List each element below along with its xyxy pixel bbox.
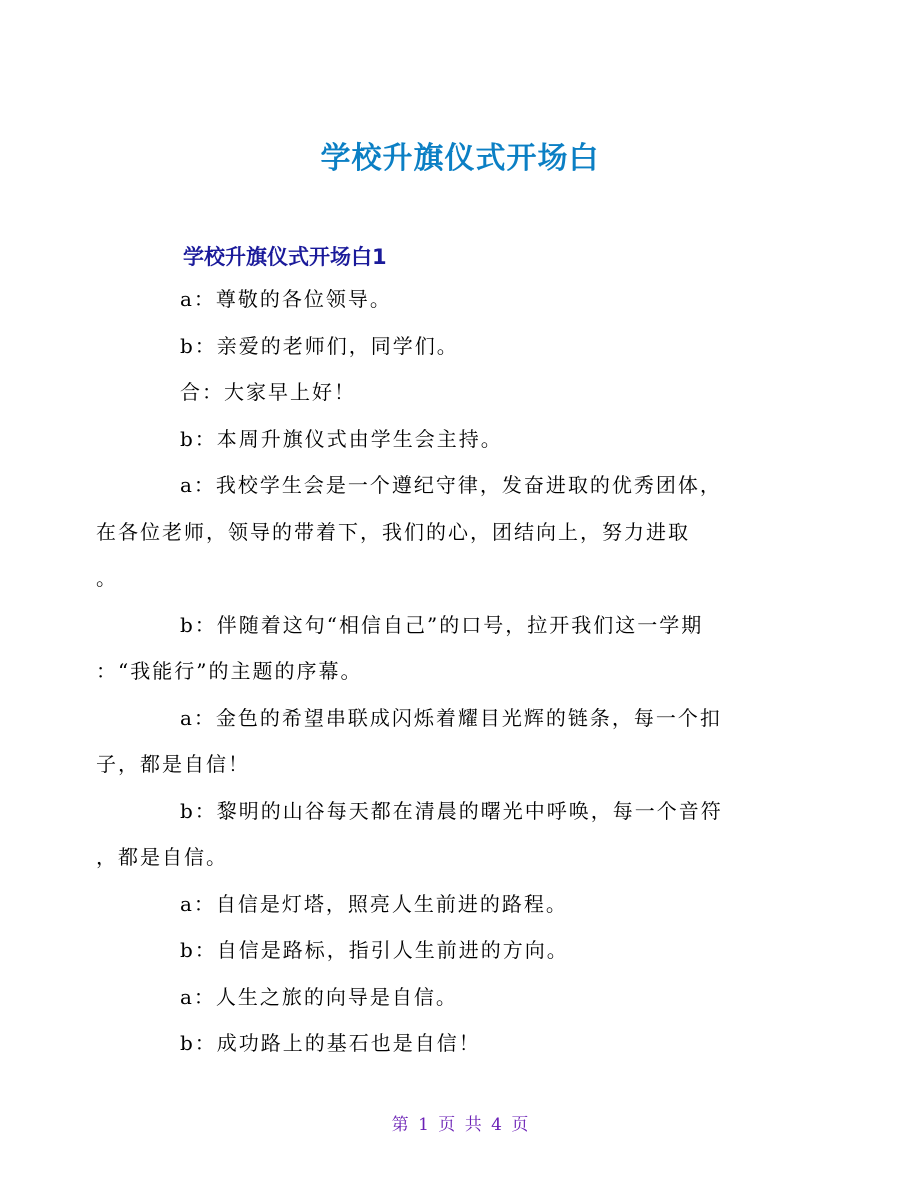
paragraph-line: ：“我能行”的主题的序幕。 xyxy=(96,659,363,683)
paragraph xyxy=(138,974,788,1021)
paragraph-line: 子，都是自信！ xyxy=(96,752,250,776)
paragraph xyxy=(138,323,788,370)
paragraph-line: a：人生之旅的向导是自信。 xyxy=(180,984,458,1009)
paragraph xyxy=(96,695,788,788)
paragraph-line: 。 xyxy=(96,566,118,590)
paragraph-line: 合：大家早上好！ xyxy=(180,380,356,404)
paragraph xyxy=(96,462,788,602)
page-footer: 第 1 页 共 4 页 xyxy=(391,1115,529,1135)
paragraph xyxy=(138,369,788,416)
paragraph-line: b：本周升旗仪式由学生会主持。 xyxy=(180,426,503,451)
paragraph-line: b：自信是路标，指引人生前进的方向。 xyxy=(180,938,569,962)
paragraph-line: a：自信是灯塔，照亮人生前进的路程。 xyxy=(180,891,568,916)
paragraph-line: a：金色的希望串联成闪烁着耀目光辉的链条，每一个扣 xyxy=(180,705,722,730)
paragraph-line: a：我校学生会是一个遵纪守律，发奋进取的优秀团体， xyxy=(180,473,722,497)
paragraph-line: a：尊敬的各位领导。 xyxy=(180,287,392,311)
document-body xyxy=(96,276,788,1067)
paragraph xyxy=(138,881,788,928)
paragraph xyxy=(96,788,788,881)
paragraph-line: b：成功路上的基石也是自信！ xyxy=(180,1031,481,1055)
paragraph xyxy=(138,927,788,974)
paragraph-line: b：亲爱的老师们，同学们。 xyxy=(180,333,459,358)
paragraph-line: ，都是自信。 xyxy=(96,845,228,869)
paragraph xyxy=(138,276,788,323)
paragraph xyxy=(96,602,788,695)
paragraph-line: 在各位老师，领导的带着下，我们的心，团结向上，努力进取 xyxy=(96,519,690,544)
page-title: 学校升旗仪式开场白 xyxy=(320,141,600,177)
section-heading: 学校升旗仪式开场白1 xyxy=(183,245,387,270)
paragraph xyxy=(138,1020,788,1067)
paragraph-line: b：黎明的山谷每天都在清晨的曙光中呼唤，每一个音符 xyxy=(180,798,723,823)
paragraph xyxy=(138,416,788,463)
paragraph-line: b：伴随着这句“相信自己”的口号，拉开我们这一学期 xyxy=(180,612,704,637)
